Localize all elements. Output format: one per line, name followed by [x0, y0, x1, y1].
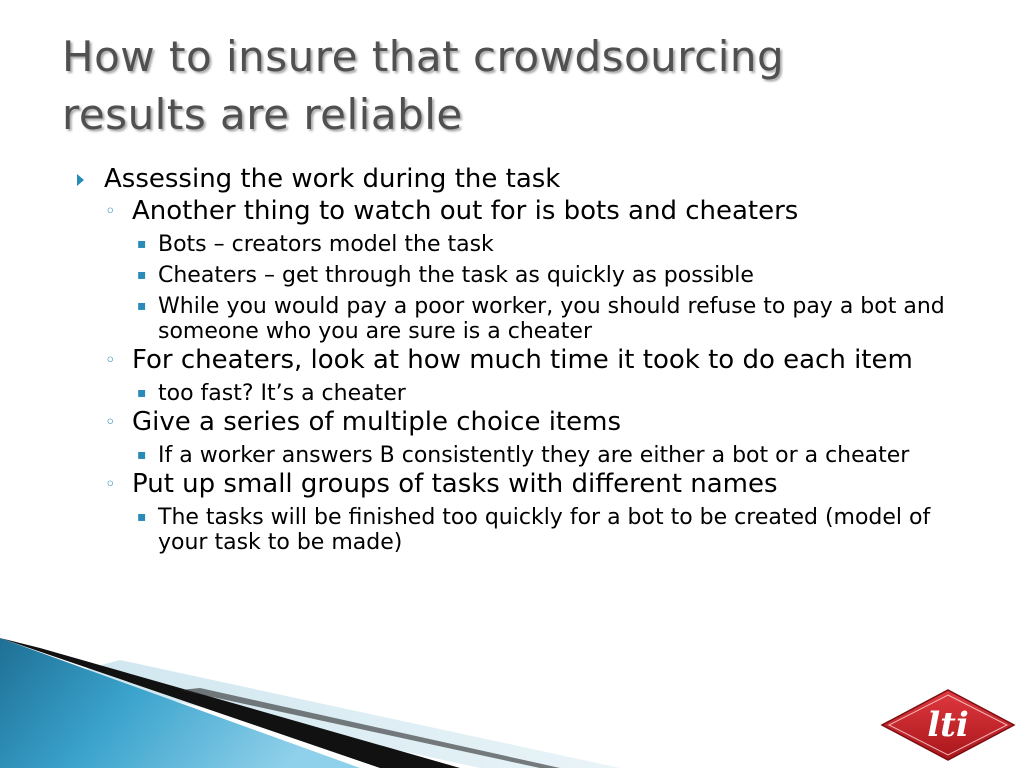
bullet-item: [137, 443, 974, 468]
dot-icon: ▪: [137, 236, 147, 252]
circle-icon: ◦: [105, 350, 116, 371]
bullet-text: too fast? It’s a cheater: [158, 381, 406, 406]
circle-icon: ◦: [105, 474, 116, 495]
lti-logo: [880, 688, 1016, 762]
bullet-item: [105, 469, 964, 499]
bullet-text: Give a series of multiple choice items: [132, 407, 621, 437]
bullet-item: [137, 505, 974, 555]
logo-text: lti: [927, 705, 969, 745]
bullet-item: [104, 164, 984, 195]
bullet-item: [105, 345, 964, 375]
bullet-item: [137, 232, 974, 257]
title-line-1: How to insure that crowdsourcing: [62, 32, 785, 81]
dot-icon: ▪: [137, 267, 147, 283]
bullet-text: While you would pay a poor worker, you should refuse to pay a bot and someone who you are sure is a cheater: [158, 294, 945, 344]
circle-icon: ◦: [105, 201, 116, 222]
dot-icon: ▪: [137, 509, 147, 525]
bullet-text: Assessing the work during the task: [104, 164, 561, 194]
bullet-text: Bots – creators model the task: [158, 232, 494, 257]
dot-icon: ▪: [137, 385, 147, 401]
circle-icon: ◦: [105, 412, 116, 433]
dot-icon: ▪: [137, 298, 147, 314]
bullet-item: [137, 294, 974, 344]
bullet-text: The tasks will be finished too quickly for a bot to be created (model of your task to be made): [158, 505, 931, 555]
bullet-item: [105, 196, 964, 226]
bullet-item: [137, 263, 974, 288]
dot-icon: ▪: [137, 447, 147, 463]
bullet-text: If a worker answers B consistently they are either a bot or a cheater: [158, 443, 910, 468]
triangle-right-icon: [77, 174, 84, 186]
bullet-text: Cheaters – get through the task as quickly as possible: [158, 263, 754, 288]
bullet-text: Another thing to watch out for is bots and cheaters: [132, 196, 799, 226]
title-line-2: results are reliable: [62, 90, 463, 139]
bullet-text: Put up small groups of tasks with different names: [132, 469, 778, 499]
slide-title: [62, 28, 982, 144]
decorative-swoosh: [0, 628, 1024, 768]
bullet-item: [137, 381, 974, 406]
bullet-text: For cheaters, look at how much time it took to do each item: [132, 345, 913, 375]
bullet-list: [0, 164, 1024, 555]
bullet-item: [105, 407, 964, 437]
